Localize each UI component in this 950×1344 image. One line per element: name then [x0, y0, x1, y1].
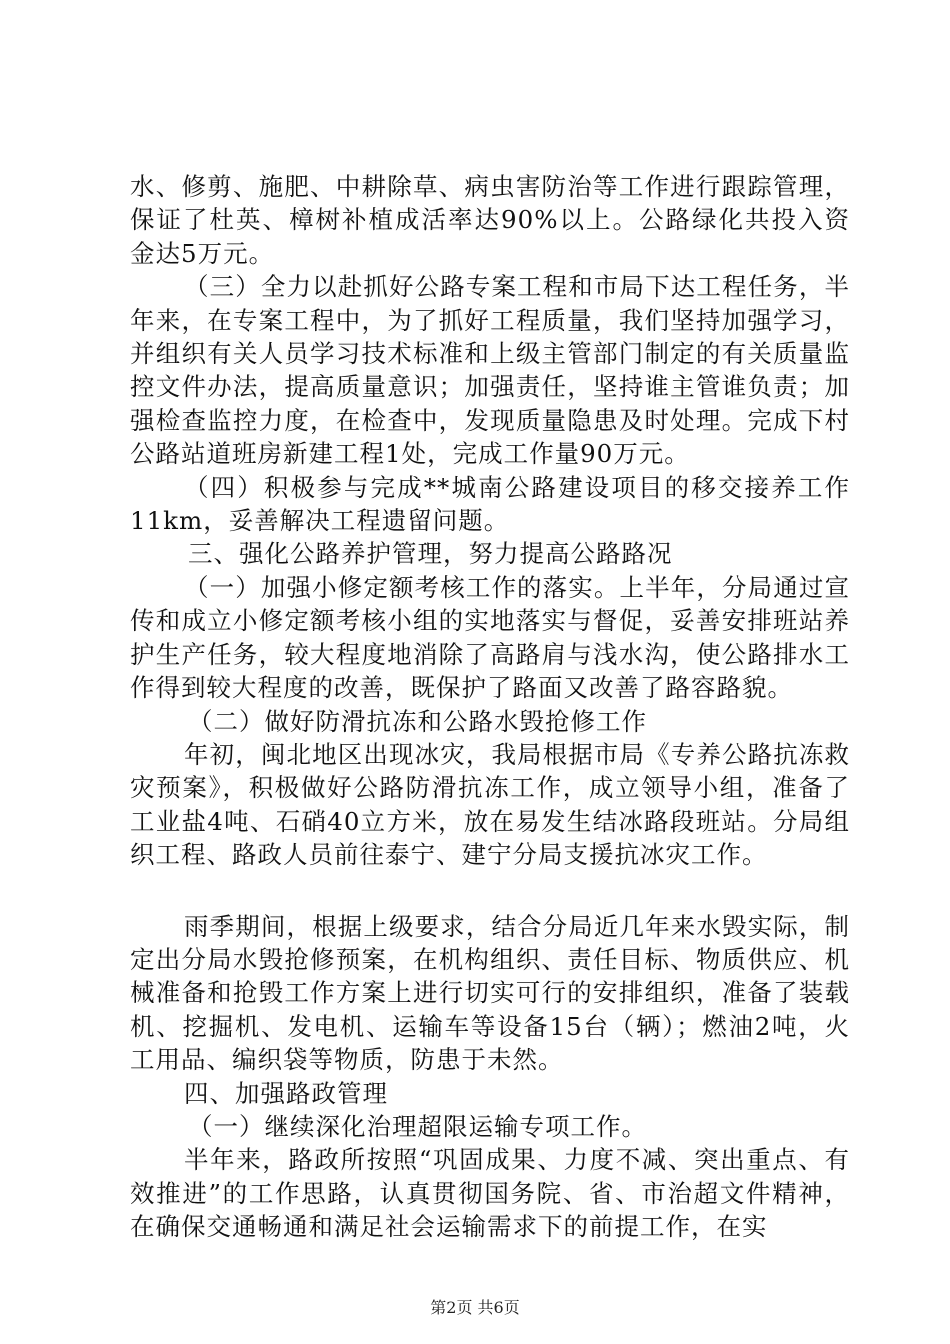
paragraph-ice-disaster: 年初，闽北地区出现冰灾，我局根据市局《专养公路抗冻救灾预案》，积极做好公路防滑抗冻工作，成立领导小组，准备了工业盐4吨、石硝40立方米，放在易发生结冰路段班站。分局组织工程、路政人员前往泰宁、建宁分局支援抗冰灾工作。 — [130, 739, 850, 870]
paragraph-handover: （四）积极参与完成**城南公路建设项目的移交接养工作11km，妥善解决工程遗留问题。 — [130, 472, 850, 536]
subheading-overload-control: （一）继续深化治理超限运输专项工作。 — [188, 1111, 647, 1141]
paragraph-greening-continued: 水、修剪、施肥、中耕除草、病虫害防治等工作进行跟踪管理，保证了杜英、樟树补植成活率达90%以上。公路绿化共投入资金达5万元。 — [130, 172, 850, 268]
paragraph-gap — [130, 872, 850, 910]
section-heading-road-maintenance: 三、强化公路养护管理，努力提高公路路况 — [188, 539, 673, 569]
document-body — [130, 170, 850, 1244]
paragraph-minor-repair: （一）加强小修定额考核工作的落实。上半年，分局通过宣传和成立小修定额考核小组的实地落实与督促，妥善安排班站养护生产任务，较大程度地消除了高路肩与浅水沟，使公路排水工作得到较大程度的改善，既保护了路面又改善了路容路貌。 — [130, 572, 850, 703]
paragraph-rainy-season: 雨季期间，根据上级要求，结合分局近几年来水毁实际，制定出分局水毁抢修预案，在机构组织、责任目标、物质供应、机械准备和抢毁工作方案上进行切实可行的安排组织，准备了装载机、挖掘机、发电机、运输车等设备15台（辆）；燃油2吨，火工用品、编织袋等物质，防患于未然。 — [130, 911, 850, 1075]
subheading-anti-skid-flood: （二）做好防滑抗冻和公路水毁抢修工作 — [188, 706, 647, 736]
page-number-footer: 第2页 共6页 — [430, 1298, 520, 1317]
paragraph-overload-work: 半年来，路政所按照“巩固成果、力度不减、突出重点、有效推进”的工作思路，认真贯彻国务院、省、市治超文件精神，在确保交通畅通和满足社会运输需求下的前提工作，在实 — [130, 1145, 850, 1242]
paragraph-project-works: （三）全力以赴抓好公路专案工程和市局下达工程任务，半年来，在专案工程中，为了抓好工程质量，我们坚持加强学习，并组织有关人员学习技术标准和上级主管部门制定的有关质量监控文件办法，提高质量意识；加强责任，坚持谁主管谁负责；加强检查监控力度，在检查中，发现质量隐患及时处理。完成下村公路站道班房新建工程1处，完成工作量90万元。 — [130, 272, 850, 469]
section-heading-road-administration: 四、加强路政管理 — [184, 1078, 388, 1108]
